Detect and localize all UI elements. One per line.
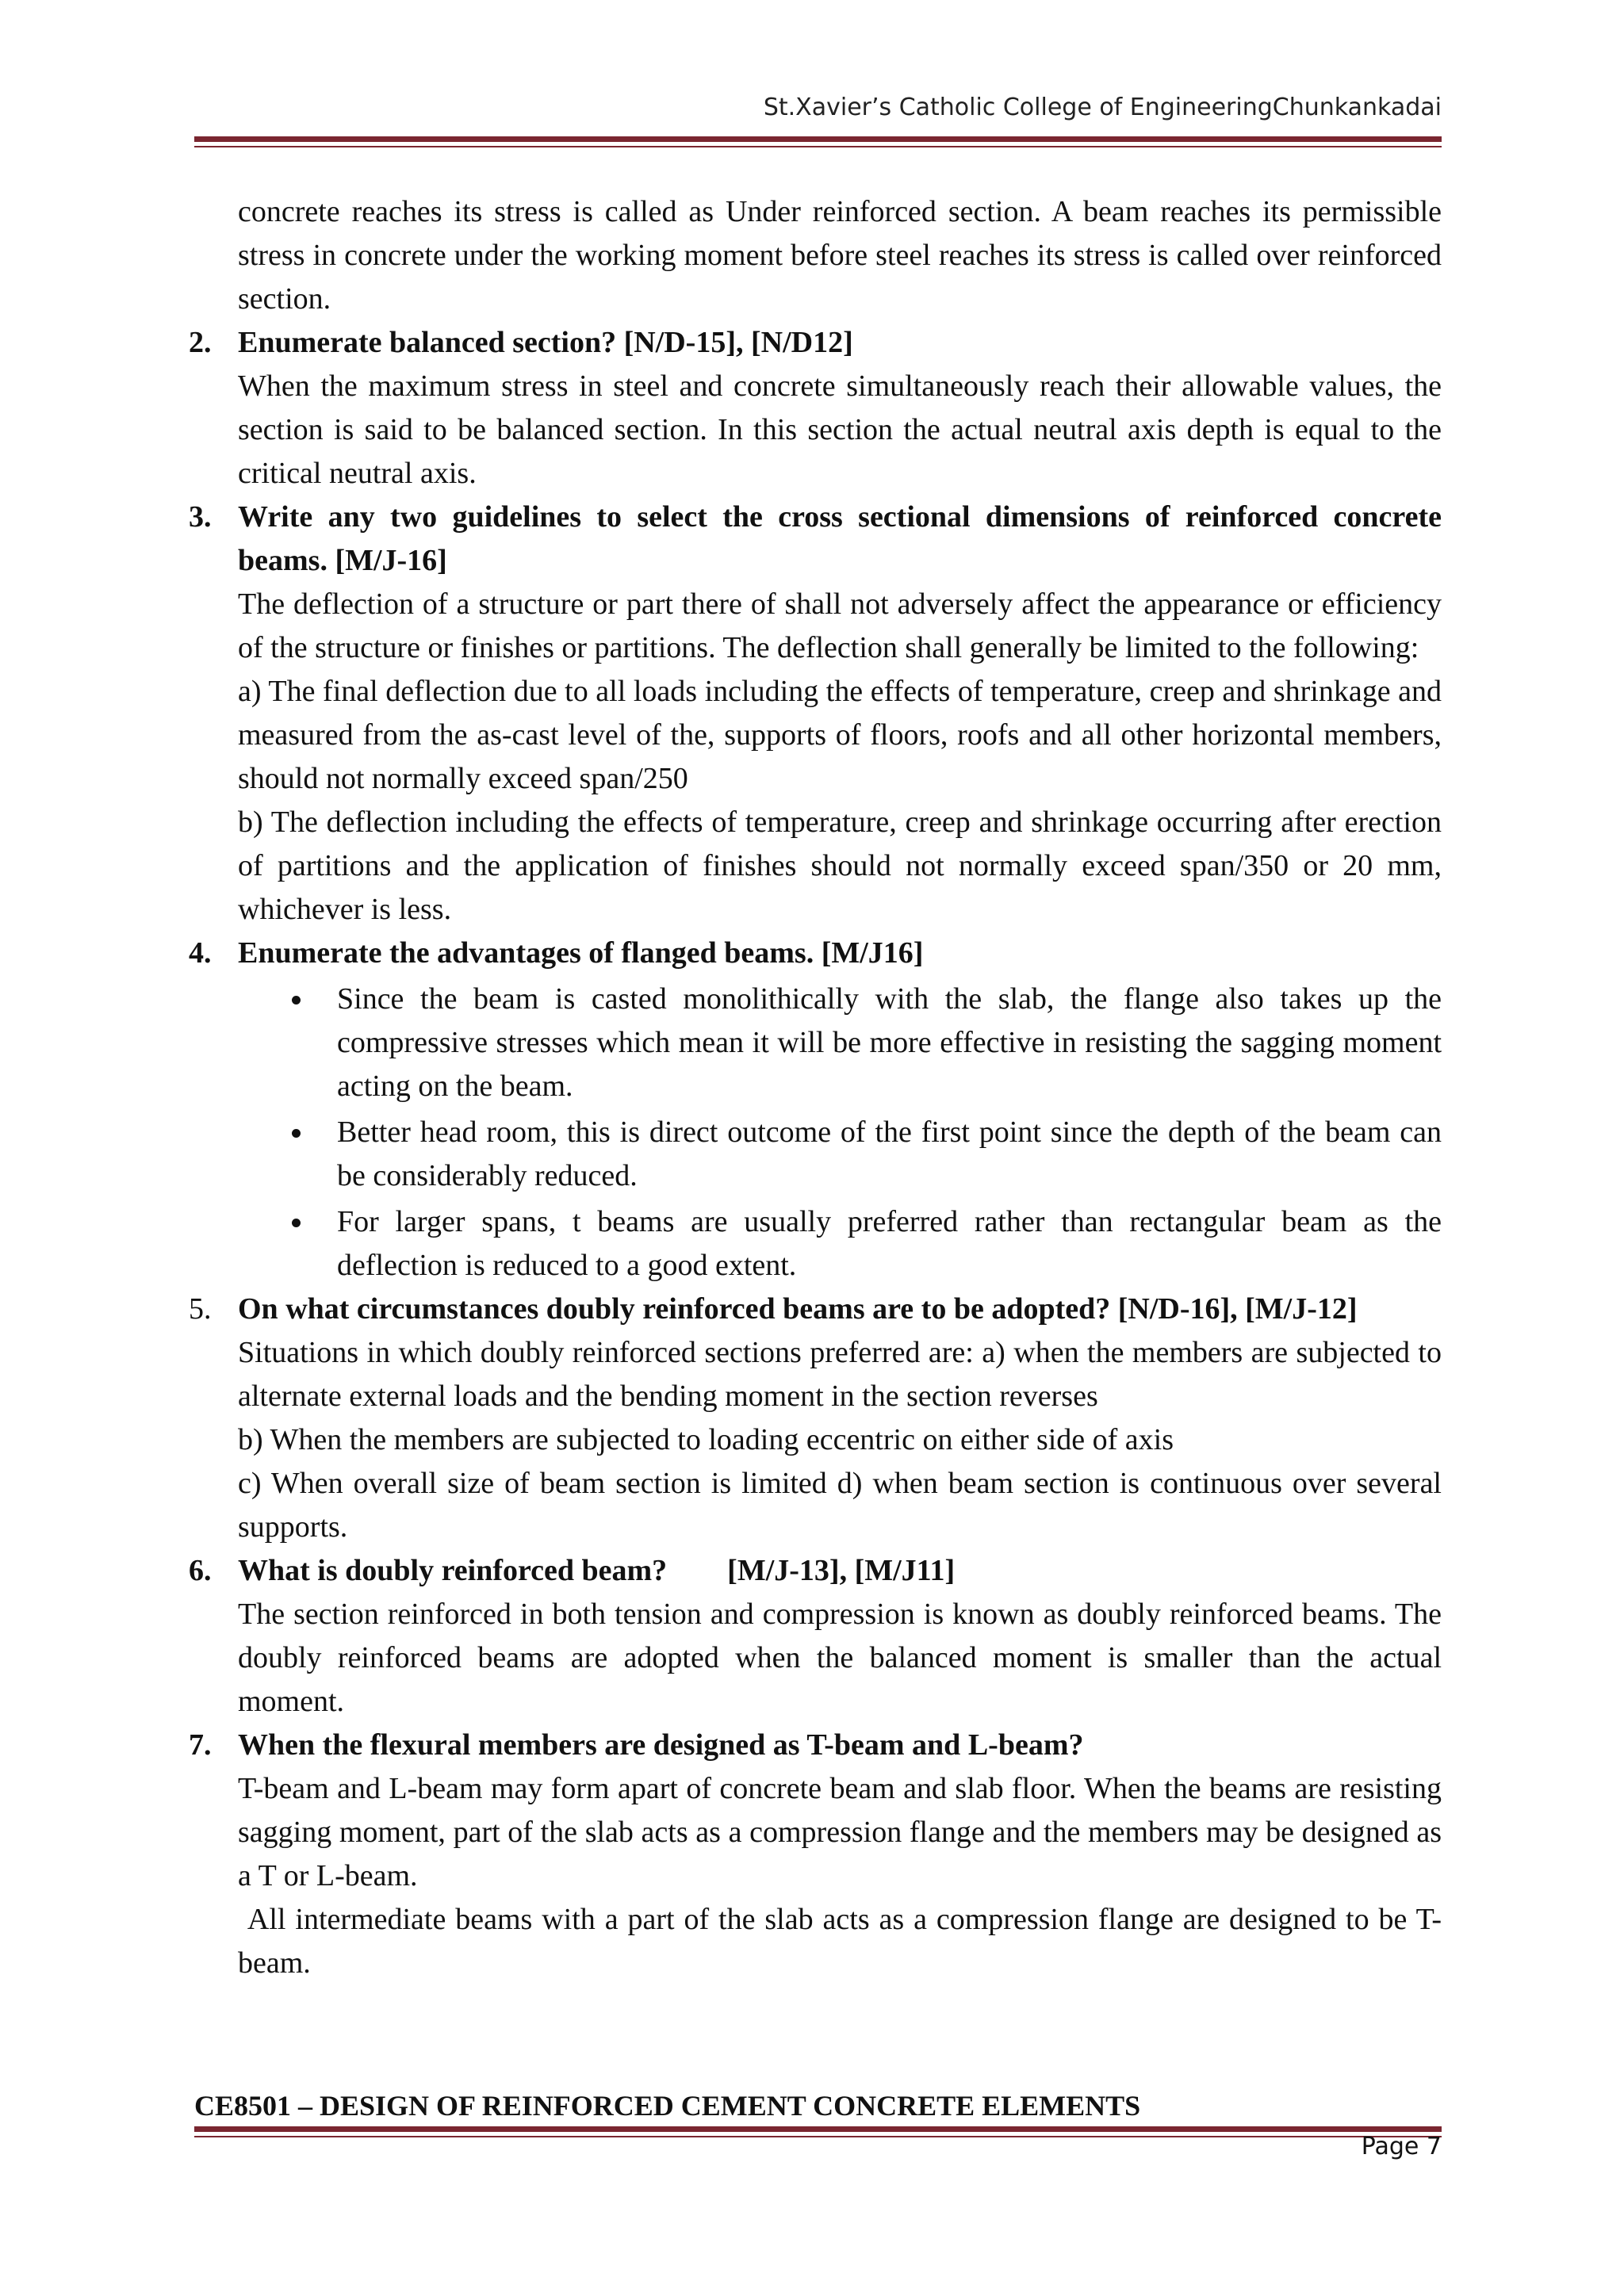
bullet-text: Since the beam is casted monolithically with the slab, the flange also takes up the compressive stresses which mean it will be more effective in resisting the sagging moment acting on the beam. xyxy=(337,982,1442,1103)
answer-paragraph: c) When overall size of beam section is limited d) when beam section is continuous over several supports. xyxy=(238,1467,1442,1544)
question-number: 7. xyxy=(189,1728,212,1762)
question-number: 3. xyxy=(189,500,212,534)
answer-paragraph: b) The deflection including the effects of temperature, creep and shrinkage occurring after erection of partitions and the application of finishes should not normally exceed span/350 or 20 mm, whichever is less. xyxy=(238,806,1442,926)
question-4 xyxy=(189,932,1442,1288)
answer-paragraph: a) The final deflection due to all loads including the effects of temperature, creep and shrinkage and measured from the as-cast level of the, supports of floors, roofs and all other horizontal members, should not normally exceed span/250 xyxy=(238,675,1442,795)
answer-paragraph: T-beam and L-beam may form apart of concrete beam and slab floor. When the beams are resisting sagging moment, part of the slab acts as a compression flange and the members may be designed as a T or L-beam. xyxy=(238,1772,1442,1892)
answer-paragraph: All intermediate beams with a part of the slab acts as a compression flange are designed to be T-beam. xyxy=(238,1903,1442,1980)
bullet-text: Better head room, this is direct outcome of the first point since the depth of the beam can be considerably reduced. xyxy=(337,1115,1442,1192)
question-3 xyxy=(189,496,1442,932)
bullet-dot-icon xyxy=(292,1219,301,1227)
answer-paragraph: Situations in which doubly reinforced sections preferred are: a) when the members are subjected to alternate external loads and the bending moment in the section reverses xyxy=(238,1336,1442,1413)
header-college: St.Xavier’s Catholic College of EngineeringChunkankadai xyxy=(763,94,1442,121)
question-text: Write any two guidelines to select the cross sectional dimensions of reinforced concrete beams. [M/J-16] xyxy=(238,500,1442,577)
question-6 xyxy=(189,1549,1442,1724)
bullet-item xyxy=(238,1200,1442,1288)
bullet-item xyxy=(238,978,1442,1108)
footer-course: CE8501 – DESIGN OF REINFORCED CEMENT CONCRETE ELEMENTS xyxy=(194,2090,1141,2122)
bullet-item xyxy=(238,1111,1442,1198)
answer-paragraph: When the maximum stress in steel and concrete simultaneously reach their allowable values, the section is said to be balanced section. In this section the actual neutral axis depth is equal to the critical neutral axis. xyxy=(238,369,1442,490)
header-rule-thin xyxy=(194,146,1442,147)
bullet-text: For larger spans, t beams are usually preferred rather than rectangular beam as the deflection is reduced to a good extent. xyxy=(337,1205,1442,1282)
bullet-dot-icon xyxy=(292,1129,301,1138)
bullet-list xyxy=(238,978,1442,1288)
question-number: 5. xyxy=(189,1292,212,1326)
question-text: On what circumstances doubly reinforced beams are to be adopted? [N/D-16], [M/J-12] xyxy=(238,1292,1358,1326)
answer-paragraph: The section reinforced in both tension and compression is known as doubly reinforced beams. The doubly reinforced beams are adopted when the balanced moment is smaller than the actual moment. xyxy=(238,1598,1442,1718)
question-text: What is doubly reinforced beam? [M/J-13], [M/J11] xyxy=(238,1554,956,1587)
footer-rule-thick xyxy=(194,2126,1442,2132)
question-5 xyxy=(189,1288,1442,1549)
bullet-dot-icon xyxy=(292,996,301,1004)
question-number: 2. xyxy=(189,326,212,359)
question-number: 6. xyxy=(189,1554,212,1587)
question-text: When the flexural members are designed as T-beam and L-beam? xyxy=(238,1728,1084,1762)
question-text: Enumerate the advantages of flanged beams. [M/J16] xyxy=(238,936,924,970)
page-number: Page 7 xyxy=(1361,2133,1442,2160)
answer-paragraph: b) When the members are subjected to loading eccentric on either side of axis xyxy=(238,1423,1174,1456)
intro-paragraph: concrete reaches its stress is called as Under reinforced section. A beam reaches its permissible stress in concrete under the working moment before steel reaches its stress is called over reinforced section. xyxy=(238,195,1442,316)
page-body xyxy=(189,190,1442,1985)
header-rule-thick xyxy=(194,136,1442,142)
footer-rule-thin xyxy=(194,2136,1442,2137)
question-number: 4. xyxy=(189,936,212,970)
question-7 xyxy=(189,1724,1442,1985)
answer-paragraph: The deflection of a structure or part there of shall not adversely affect the appearance or efficiency of the structure or finishes or partitions. The deflection shall generally be limited to the following: xyxy=(238,587,1442,664)
question-text: Enumerate balanced section? [N/D-15], [N/D12] xyxy=(238,326,853,359)
question-2 xyxy=(189,321,1442,496)
